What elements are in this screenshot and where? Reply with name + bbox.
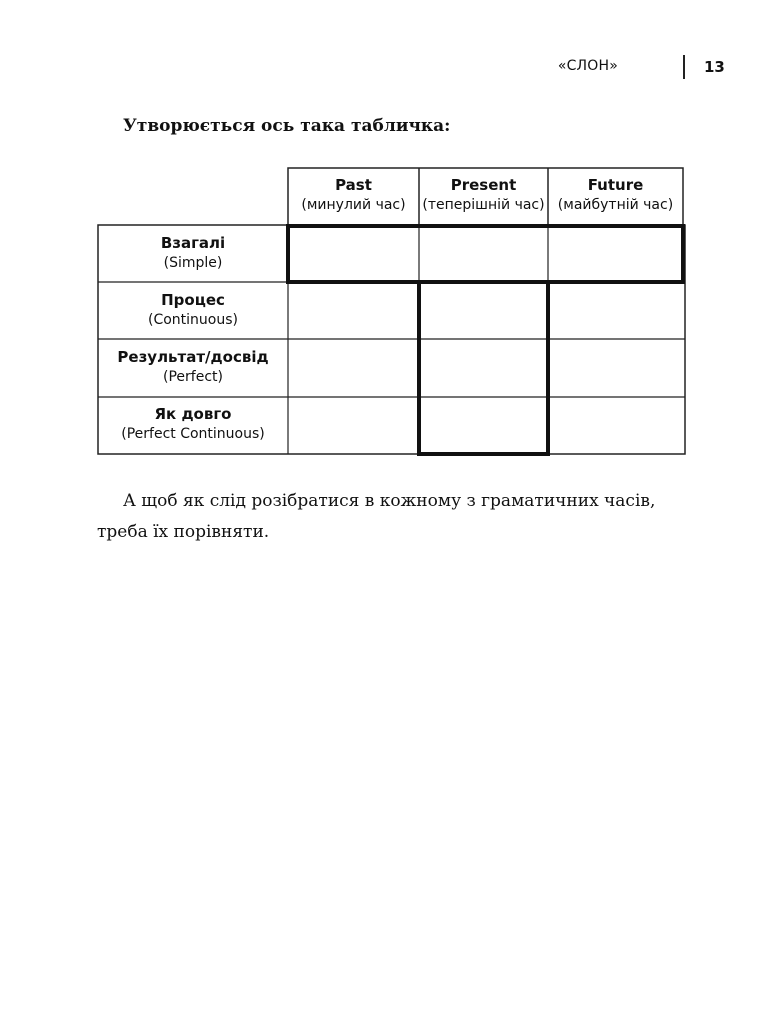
row-title: Процес <box>161 291 225 309</box>
simple-row-highlight <box>288 226 683 282</box>
column-title: Past <box>335 176 372 194</box>
column-title: Present <box>450 176 517 194</box>
row-header-perfect <box>98 347 288 387</box>
column-header-present <box>419 175 548 215</box>
row-subtitle: (Perfect) <box>163 369 223 385</box>
column-header-past <box>288 175 419 215</box>
column-header-future <box>548 175 683 215</box>
row-title: Взагалі <box>160 234 226 252</box>
column-subtitle: (теперішній час) <box>422 197 545 213</box>
header-divider <box>683 55 685 79</box>
row-subtitle: (Simple) <box>163 255 223 271</box>
row-header-perfect-continuous <box>98 404 288 444</box>
row-header-continuous <box>98 290 288 330</box>
present-column-highlight <box>419 282 548 454</box>
column-title: Future <box>587 176 644 194</box>
intro-line: Утворюється ось така табличка: <box>123 116 451 136</box>
paragraph-text: А щоб як слід розібратися в кожному з граматичних часів, треба їх порівняти. <box>97 491 656 542</box>
page-number: 13 <box>704 58 725 76</box>
row-subtitle: (Continuous) <box>148 312 238 328</box>
body-paragraph <box>97 486 687 548</box>
row-header-simple <box>98 233 288 273</box>
running-head <box>557 55 730 79</box>
row-title: Як довго <box>154 405 232 423</box>
column-subtitle: (майбутній час) <box>557 197 674 213</box>
row-title: Результат/досвід <box>117 348 269 366</box>
tense-table <box>97 167 687 457</box>
running-title: «СЛОН» <box>557 58 618 74</box>
column-subtitle: (минулий час) <box>301 197 406 213</box>
row-subtitle: (Perfect Continuous) <box>121 426 265 442</box>
